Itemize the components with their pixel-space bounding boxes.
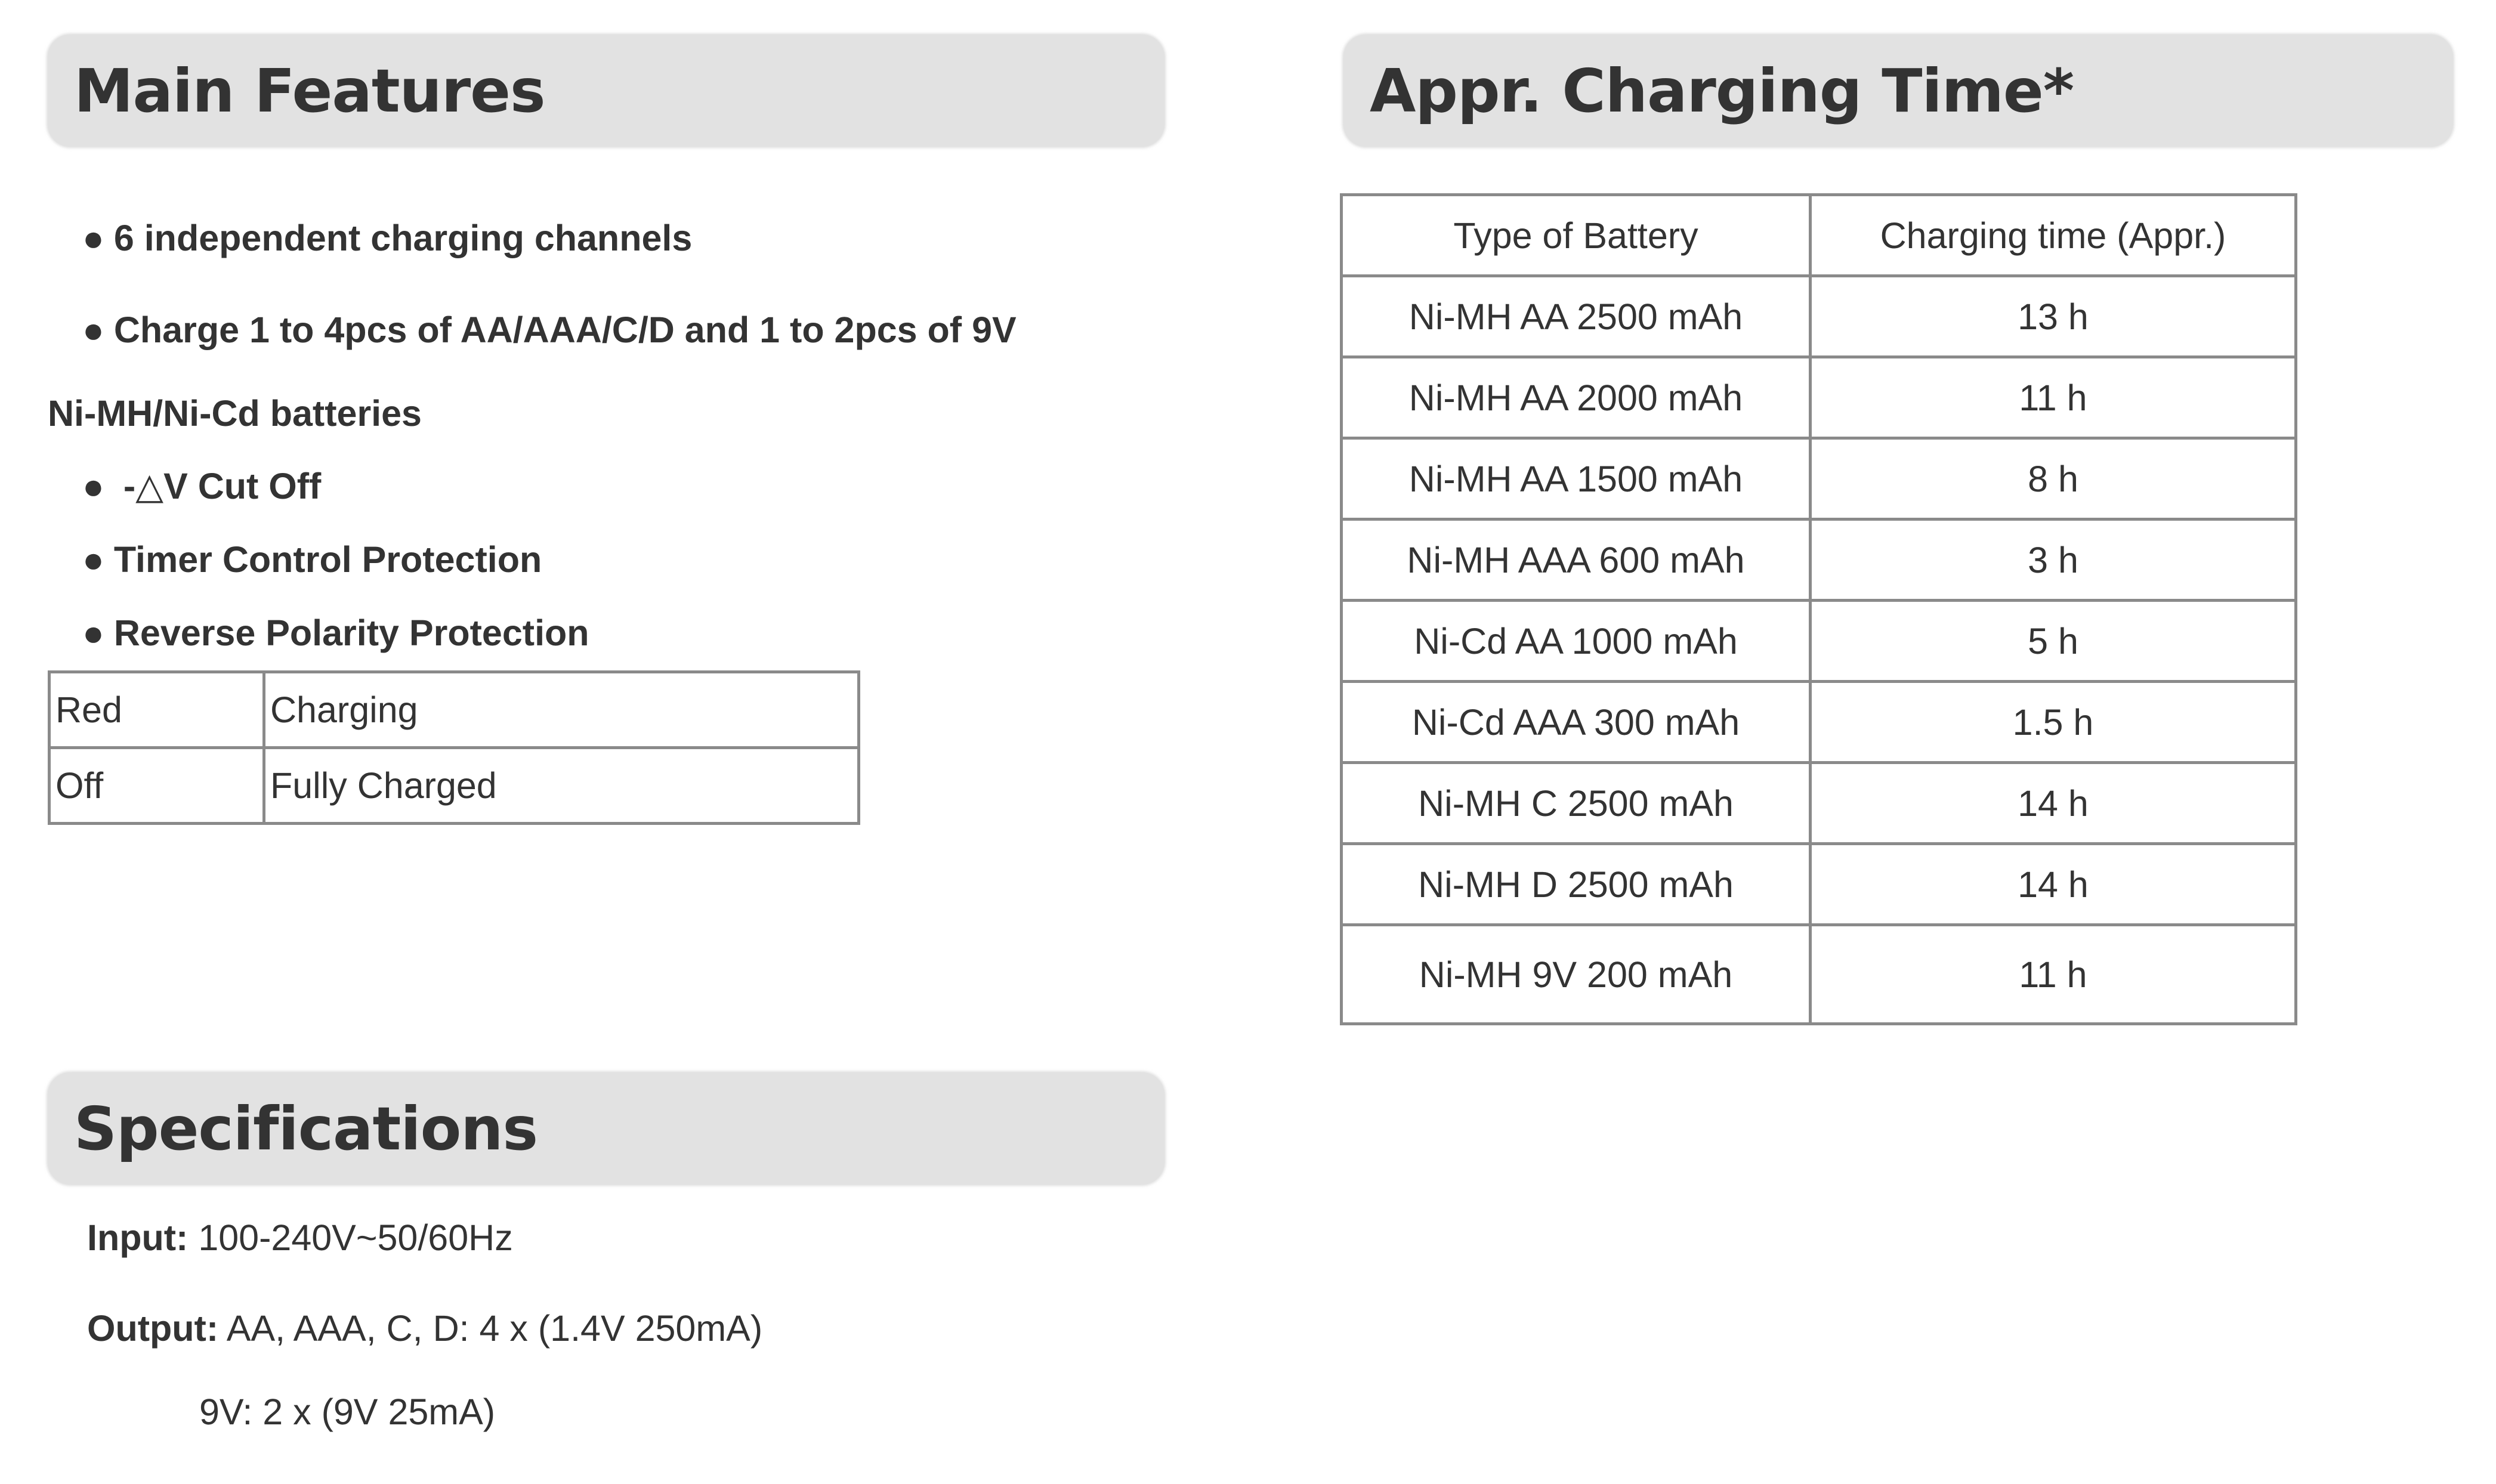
bullet-icon: ● [82,218,104,258]
feature-item: ● Charge 1 to 4pcs of AA/AAA/C/D and 1 to 2pcs of 9V [82,310,1017,350]
specifications-title: Specifications [74,1093,538,1164]
specifications-banner [48,1072,1164,1185]
column-header: Type of Battery [1342,195,1811,276]
charging-time-cell: 11 h [1811,357,2296,438]
led-meaning-cell: Charging [264,672,859,748]
bullet-icon: ● [82,613,104,653]
battery-type-cell: Ni-MH D 2500 mAh [1342,844,1811,925]
bullet-icon: ● [82,310,104,350]
battery-type-cell: Ni-Cd AAA 300 mAh [1342,682,1811,763]
spec-output [87,1307,762,1349]
table-header-row [1342,195,2296,276]
battery-type-cell: Ni-MH C 2500 mAh [1342,763,1811,844]
feature-item: ● 6 independent charging channels [82,218,693,258]
charging-time-cell: 14 h [1811,844,2296,925]
table-row [1342,925,2296,1024]
table-row [1342,763,2296,844]
led-state-cell: Off [50,748,264,824]
spec-input [87,1217,513,1259]
column-header: Charging time (Appr.) [1811,195,2296,276]
feature-item: ● Reverse Polarity Protection [82,613,589,653]
table-row [1342,357,2296,438]
charging-time-title: Appr. Charging Time* [1370,55,2074,126]
battery-type-cell: Ni-MH 9V 200 mAh [1342,925,1811,1024]
table-row [1342,438,2296,520]
table-row [50,672,859,748]
battery-type-cell: Ni-MH AA 1500 mAh [1342,438,1811,520]
led-status-table [48,670,860,825]
charging-time-banner [1343,35,2453,147]
feature-item: ● -△V Cut Off [82,466,322,506]
table-row [50,748,859,824]
bullet-icon: ● [82,539,104,580]
charging-time-cell: 5 h [1811,601,2296,682]
battery-type-cell: Ni-MH AA 2500 mAh [1342,276,1811,357]
charging-time-cell: 14 h [1811,763,2296,844]
spec-output-value: AA, AAA, C, D: 4 x (1.4V 250mA) [226,1308,763,1349]
main-features-banner [48,35,1164,147]
spec-output-9v [199,1391,495,1433]
spec-input-label: Input: [87,1217,189,1258]
table-row [1342,682,2296,763]
charging-time-cell: 3 h [1811,520,2296,601]
spec-output-label: Output: [87,1308,219,1349]
battery-type-cell: Ni-MH AAA 600 mAh [1342,520,1811,601]
charging-time-cell: 1.5 h [1811,682,2296,763]
spec-output-value-2: 9V: 2 x (9V 25mA) [199,1392,496,1432]
table-row [1342,276,2296,357]
charging-time-cell: 8 h [1811,438,2296,520]
led-meaning-cell: Fully Charged [264,748,859,824]
battery-type-cell: Ni-MH AA 2000 mAh [1342,357,1811,438]
main-features-title: Main Features [74,55,545,126]
battery-type-cell: Ni-Cd AA 1000 mAh [1342,601,1811,682]
bullet-icon: ● [82,466,104,506]
charging-time-cell: 13 h [1811,276,2296,357]
table-row [1342,520,2296,601]
led-state-cell: Red [50,672,264,748]
spec-input-value: 100-240V~50/60Hz [198,1217,513,1258]
feature-item: ● Timer Control Protection [82,539,542,580]
charging-time-table [1340,193,2297,1025]
table-row [1342,601,2296,682]
table-row [1342,844,2296,925]
charging-time-cell: 11 h [1811,925,2296,1024]
feature-continuation: Ni-MH/Ni-Cd batteries [48,393,422,434]
